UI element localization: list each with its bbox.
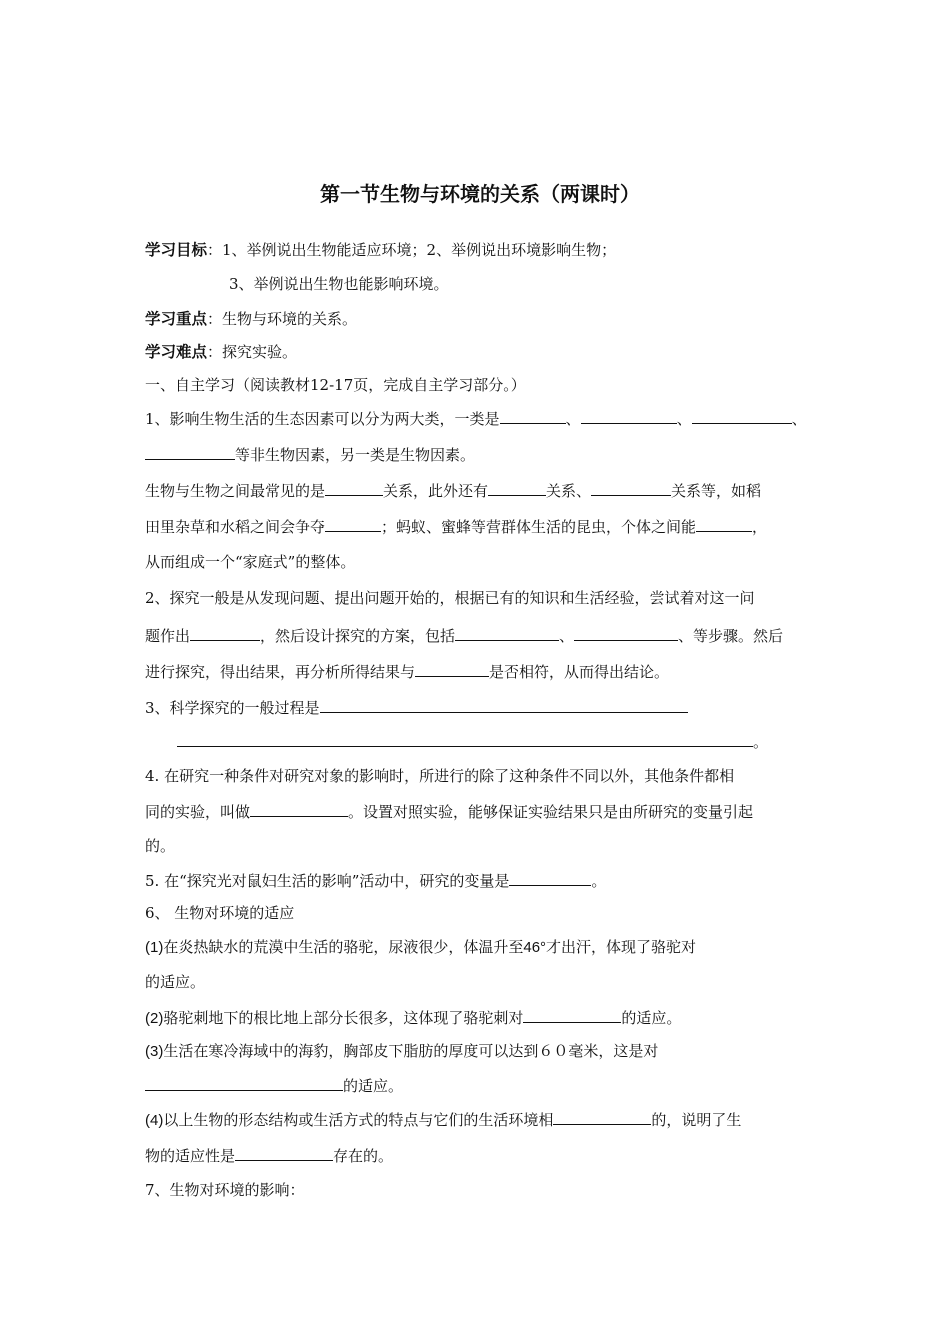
q2-text-b3: 、 [559,627,575,645]
q6-p4-text-d: 存在的。 [333,1147,394,1165]
objectives-line-2: 3、举例说出生物也能影响环境。 [229,275,449,293]
q2-text-b1: 题作出 [145,627,191,645]
q6-p2-blank[interactable] [523,1007,621,1023]
q1-text-b: 等非生物因素，另一类是生物因素。 [235,446,476,464]
q6-p2-line [145,1007,681,1029]
q1-blank-4[interactable] [145,444,235,460]
objectives-text-1: ：1、举例说出生物能适应环境；2、举例说出环境影响生物； [207,241,617,259]
difficulty-line [145,342,297,362]
q1-blank-2[interactable] [581,408,677,424]
q1-text-d3: ， [752,518,768,536]
q1-line-2 [145,444,475,465]
key-point-label: 学习重点 [145,310,208,328]
q1-line-4 [145,516,767,537]
key-point-line [145,309,357,329]
q2-text-c2: 是否相符，从而得出结论。 [489,663,670,681]
q1-line-5: 从而组成一个“家庭式”的整体。 [145,553,356,571]
q1-blank-1[interactable] [500,408,566,424]
q6-p3-text-b: 的适应。 [343,1077,404,1095]
q6-heading: 6、 生物对环境的适应 [145,904,295,922]
page-title: 第一节生物与环境的关系（两课时） [320,182,640,206]
q6-p1-line-1 [145,937,696,958]
q1-line-1 [145,408,807,429]
q6-p4-blank-1[interactable] [553,1109,651,1125]
q1-text-d1: 田里杂草和水稻之间会争夺 [145,518,326,536]
objectives-line-1 [145,240,616,260]
q1-blank-8[interactable] [325,516,381,532]
q2-line-3 [145,661,669,682]
q6-p3-line-1 [145,1041,658,1062]
q5-blank[interactable] [509,870,591,886]
q4-line-3: 的。 [145,837,176,855]
objectives-label: 学习目标 [145,241,208,259]
q2-blank-3[interactable] [574,625,678,641]
q6-p2-text-a: 骆驼刺地下的根比地上部分长很多，这体现了骆驼刺对 [163,1009,524,1027]
q1-blank-9[interactable] [696,516,752,532]
q6-p4-text-c: 物的适应性是 [145,1147,236,1165]
q1-text-a: 1、影响生物生活的生态因素可以分为两大类，一类是 [145,410,500,428]
q6-p3-line-2 [145,1075,403,1096]
q6-p1-number: (1) [145,939,164,956]
q1-sep: 、 [676,410,692,428]
q1-blank-5[interactable] [325,480,383,496]
q1-sep: 、 [565,410,581,428]
section-self-study: 一、自主学习（阅读教材12-17页，完成自主学习部分。） [145,376,526,394]
q4-text-b1: 同的实验，叫做 [145,803,251,821]
q2-blank-1[interactable] [190,625,260,641]
q6-p1-temp: 46° [523,939,547,956]
q6-p3-blank[interactable] [145,1075,343,1091]
q5-line [145,870,606,891]
q1-blank-3[interactable] [692,408,792,424]
q2-line-2 [145,625,783,646]
key-point-text: ：生物与环境的关系。 [207,310,358,328]
q6-p2-text-b: 的适应。 [621,1009,682,1027]
q1-text-c4: 关系等，如稻 [671,482,762,500]
q2-blank-2[interactable] [455,625,559,641]
q1-blank-6[interactable] [488,480,546,496]
q6-p1-line-2: 的适应。 [145,973,206,991]
q3-text: 3、科学探究的一般过程是 [145,699,320,717]
q6-p4-blank-2[interactable] [235,1145,333,1161]
q7-heading: 7、生物对环境的影响： [145,1181,305,1199]
q6-p2-number: (2) [145,1010,164,1027]
q1-text-d2: ；蚂蚁、蜜蜂等营群体生活的昆虫，个体之间能 [381,518,697,536]
q1-text-c1: 生物与生物之间最常见的是 [145,482,326,500]
q6-p3-number: (3) [145,1043,164,1060]
q3-blank-1[interactable] [320,697,688,713]
q1-sep: 、 [791,410,807,428]
difficulty-text: ：探究实验。 [207,343,298,361]
q6-p1-text-b: 才出汗，体现了骆驼对 [546,938,697,956]
q5-text: 5. 在“探究光对鼠妇生活的影响”活动中，研究的变量是 [145,872,510,890]
q3-blank-2[interactable] [177,731,753,747]
q5-end: 。 [591,872,607,890]
q3-end: 。 [753,733,769,751]
q1-text-c3: 关系、 [546,482,592,500]
q2-line-1: 2、探究一般是从发现问题、提出问题开始的，根据已有的知识和生活经验，尝试着对这一问 [145,589,755,607]
q1-text-c2: 关系，此外还有 [383,482,489,500]
q6-p4-number: (4) [145,1112,164,1129]
q3-line-2 [177,731,768,752]
q1-blank-7[interactable] [591,480,671,496]
q6-p4-text-a: 以上生物的形态结构或生活方式的特点与它们的生活环境相 [163,1111,554,1129]
q1-line-3 [145,480,761,501]
q6-p1-text-a: 在炎热缺水的荒漠中生活的骆驼，尿液很少，体温升至 [163,938,524,956]
difficulty-label: 学习难点 [145,343,208,361]
q6-p4-text-b: 的，说明了生 [651,1111,742,1129]
q6-p3-text: 生活在寒冷海域中的海豹，胸部皮下脂肪的厚度可以达到６０毫米，这是对 [163,1042,659,1060]
q6-p4-line-1 [145,1109,741,1131]
q2-blank-4[interactable] [415,661,489,677]
q2-text-c1: 进行探究，得出结果，再分析所得结果与 [145,663,416,681]
q4-line-1: 4. 在研究一种条件对研究对象的影响时，所进行的除了这种条件不同以外，其他条件都相 [145,767,735,785]
q4-line-2 [145,801,753,822]
q2-text-b4: 、等步骤。然后 [678,627,784,645]
q2-text-b2: ，然后设计探究的方案，包括 [260,627,456,645]
q6-p4-line-2 [145,1145,393,1166]
q4-text-b2: 。设置对照实验，能够保证实验结果只是由所研究的变量引起 [348,803,754,821]
q3-line-1 [145,697,688,718]
q4-blank-1[interactable] [250,801,348,817]
